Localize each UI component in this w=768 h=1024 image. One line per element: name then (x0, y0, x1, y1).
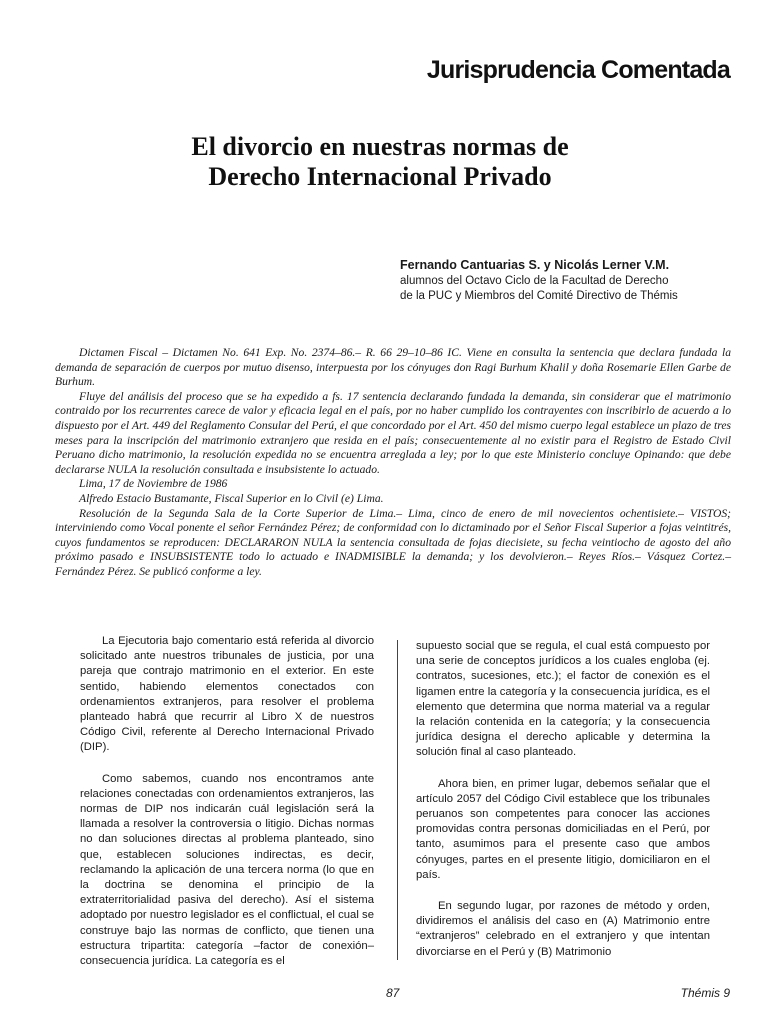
body-paragraph: Como sabemos, cuando nos encontramos ante relaciones conectadas con ordenamientos extranjeros, las normas de DIP nos indicarán cuál legislación será la llamada a resolver la controversia o litigio. Dichas normas no dan soluciones directas al problema planteado, sino que, establecen soluciones indirectas, es decir, reclamando la aplicación de una tercera norma (lo que en la doctrina se denomina el principio de la extraterritorialidad pasiva del derecho). Así el sistema adoptado por nuestro legislador es el conflictual, el cual se construye bajo las normas de conflicto, que tienen una estructura tripartita: categoría –factor de conexión– consecuencia jurídica. La categoría es el (80, 772, 374, 968)
body-paragraph: Ahora bien, en primer lugar, debemos señalar que el artículo 2057 del Código Civil establece que los tribunales peruanos son competentes para conocer las acciones promovidas contra personas domiciliadas en el Perú, por tanto, asumimos para el presente caso que ambos cónyuges, partes en el presente litigio, domiciliaron en el país. (416, 777, 710, 881)
author-block (400, 258, 730, 304)
title-line-1: El divorcio en nuestras normas de (191, 132, 569, 161)
body-paragraph: La Ejecutoria bajo comentario está referida al divorcio solicitado ante nuestros tribunales de justicia, por una pareja que contrajo matrimonio en el exterior. En este sentido, habiendo elementos conectados con ordenamientos extranjeros, para resolver el problema planteado habrá que recurrir al Libro X de nuestros Código Civil, referente al Derecho Internacional Privado (DIP). (80, 635, 374, 754)
journal-name: Thémis 9 (680, 986, 730, 1000)
ruling-paragraph: Fluye del análisis del proceso que se ha expedido a fs. 17 sentencia declarando fundada la demanda, sin considerar que el matrimonio contraido por los recurrentes carece de valor y eficacia legal en el país, por no haber cumplido los contrayentes con inscribirlo de acuerdo a lo dispuesto por el Art. 449 del Reglamento Consular del Perú, el que concordado por el Art. 450 del mismo cuerpo legal establece un plazo de tres meses para la inscripción del matrimonio extranjero que resida en el país; consecuentemente al no existir para el Registro de Estado Civil Peruano dicho matrimonio, la resolución expedida no se encuentra arreglada a ley; por lo que este Ministerio concluye Opinando: que debe declararse NULA la resolución consultada e insubsistente lo actuado. (55, 389, 731, 476)
affiliation-line-1: alumnos del Octavo Ciclo de la Facultad de Derecho (400, 275, 669, 287)
body-paragraph: En segundo lugar, por razones de método y orden, dividiremos el análisis del caso en (A) Matrimonio entre “extranjeros” celebrado en el extranjero y que intentan divorciarse en el Perú y (B) Matrimonio (416, 900, 710, 958)
ruling-date: Lima, 17 de Noviembre de 1986 (79, 477, 228, 491)
body-column-right (416, 639, 710, 976)
affiliation-line-2: de la PUC y Miembros del Comité Directivo de Thémis (400, 290, 678, 302)
author-names: Fernando Cantuarias S. y Nicolás Lerner V.M. (400, 258, 670, 272)
court-ruling-excerpt (55, 346, 731, 580)
body-column-left (80, 634, 374, 985)
title-line-2: Derecho Internacional Privado (208, 162, 552, 191)
section-header: Jurisprudencia Comentada (426, 56, 730, 84)
body-paragraph: supuesto social que se regula, el cual está compuesto por una serie de conceptos jurídicos a los cuales engloba (ej. contratos, sucesiones, etc.); el factor de conexión es el ligamen entre la categoría y la consecuencia jurídica, es el elemento que determina que norma material va a regular la relación contenida en la categoría; y la consecuencia jurídica designa el derecho aplicable y determina la solución final al caso planteado. (416, 640, 710, 759)
article-title (60, 132, 700, 192)
ruling-paragraph: Resolución de la Segunda Sala de la Corte Superior de Lima.– Lima, cinco de enero de mil novecientos ochentisiete.– VISTOS; interviniendo como Vocal ponente el señor Fernández Pérez; de conformidad con lo dictaminado por el Señor Fiscal Superior a fojas veintitrés, cuyos fundamentos se reproducen: DECLARARON NULA la sentencia consultada de fojas diecisiete, su fecha veintiocho de agosto del año próximo pasado e INSUBSISTENTE todo lo actuado e INADMISIBLE la demanda; y los devolvieron.– Reyes Ríos.– Vásquez Cortez.– Fernández Pérez. Se publicó conforme a ley. (55, 506, 731, 578)
column-divider (397, 640, 398, 960)
ruling-signature: Alfredo Estacio Bustamante, Fiscal Superior en lo Civil (e) Lima. (79, 491, 384, 505)
ruling-paragraph: Dictamen Fiscal – Dictamen No. 641 Exp. No. 2374–86.– R. 66 29–10–86 IC. Viene en consulta la sentencia que declara fundada la demanda de separación de cuerpos por mutuo disenso, interpuesta por los cónyuges don Ragi Burhum Khalil y doña Rosemarie Ellen Garbe de Burhum. (55, 346, 731, 389)
page-number: 87 (386, 986, 400, 1000)
